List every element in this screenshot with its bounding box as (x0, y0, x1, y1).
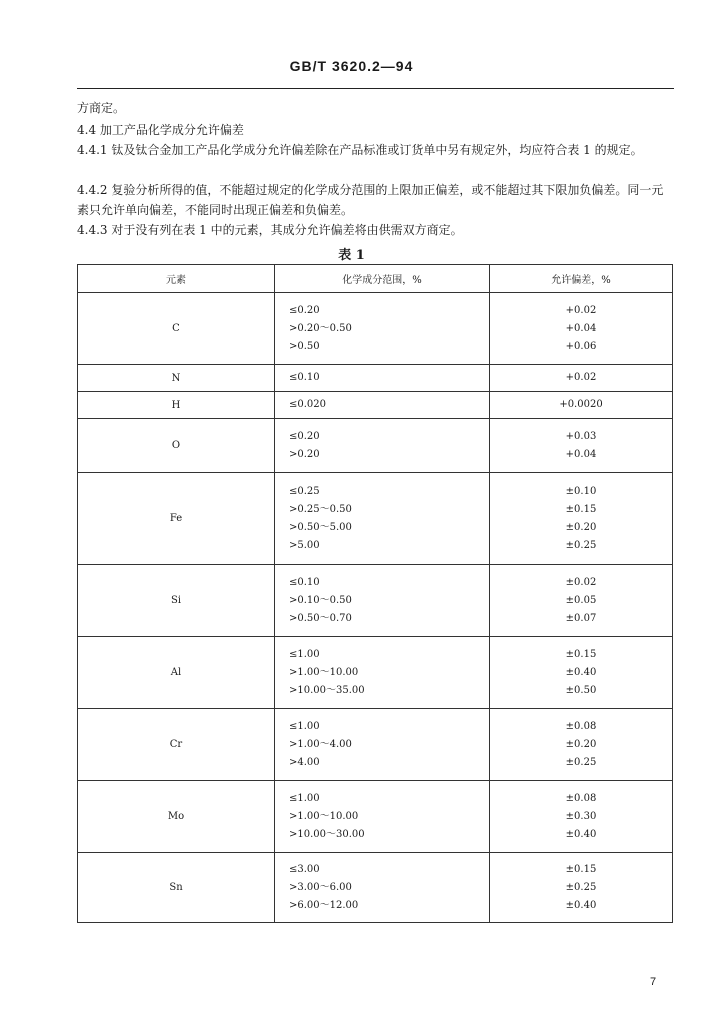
table-header-row (78, 265, 673, 293)
paragraph-continuation: 方商定。 (77, 101, 126, 115)
range-value: >10.00～35.00 (289, 684, 365, 696)
range-cell (275, 392, 490, 419)
range-value: ≤0.10 (289, 576, 320, 588)
range-value: ≤0.10 (289, 372, 320, 383)
section-heading-4-4: 4.4 加工产品化学成分允许偏差 (77, 123, 244, 137)
element-cell: Al (78, 637, 275, 709)
range-value: ≤1.00 (289, 792, 320, 804)
range-cell (275, 565, 490, 637)
element-cell: N (78, 365, 275, 392)
tolerance-value: +0.04 (565, 448, 597, 460)
range-value: ≤0.20 (289, 304, 320, 316)
element-cell: Si (78, 565, 275, 637)
tolerance-value: +0.03 (565, 430, 597, 442)
tolerance-value: ±0.08 (565, 792, 597, 804)
header-range: 化学成分范围，% (275, 265, 490, 293)
tolerance-value: ±0.40 (565, 899, 597, 911)
element-cell: Cr (78, 709, 275, 781)
table-row (78, 293, 673, 365)
element-cell: Fe (78, 473, 275, 565)
element-cell: Sn (78, 853, 275, 923)
header-divider (77, 88, 674, 89)
tolerance-value: +0.0020 (559, 399, 603, 410)
range-value: ≤1.00 (289, 648, 320, 660)
tolerance-value: ±0.02 (565, 576, 597, 588)
paragraph-4-4-3: 4.4.3 对于没有列在表 1 中的元素，其成分允许偏差将由供需双方商定。 (77, 223, 463, 237)
tolerance-value: ±0.40 (565, 666, 597, 678)
table-row (78, 365, 673, 392)
tolerance-cell (490, 637, 673, 709)
tolerance-value: ±0.25 (565, 881, 597, 893)
tolerance-value: ±0.15 (565, 648, 597, 660)
range-value: >3.00～6.00 (289, 881, 352, 893)
table-title: 表 1 (338, 248, 365, 263)
tolerance-cell (490, 419, 673, 473)
range-cell (275, 637, 490, 709)
paragraph-4-4-1: 4.4.1 钛及钛合金加工产品化学成分允许偏差除在产品标准或订货单中另有规定外，均应符合表 1 的规定。 (77, 143, 643, 157)
range-value: ≤0.25 (289, 485, 320, 497)
paragraph-4-4-2: 4.4.2 复验分析所得的值，不能超过规定的化学成分范围的上限加正偏差，或不能超过其下限加负偏差。同一元素只允许单向偏差，不能同时出现正偏差和负偏差。 (77, 183, 664, 217)
tolerance-table (77, 264, 673, 923)
range-value: >1.00～10.00 (289, 810, 359, 822)
tolerance-value: ±0.40 (565, 828, 597, 840)
range-cell (275, 853, 490, 923)
tolerance-value: ±0.08 (565, 720, 597, 732)
range-value: >1.00～10.00 (289, 666, 359, 678)
tolerance-value: +0.02 (565, 304, 597, 316)
range-cell (275, 293, 490, 365)
range-value: >6.00～12.00 (289, 899, 359, 911)
range-value: >0.50～5.00 (289, 521, 352, 533)
tolerance-value: ±0.20 (565, 738, 597, 750)
range-cell (275, 365, 490, 392)
range-value: >4.00 (289, 756, 320, 768)
tolerance-value: ±0.07 (565, 612, 597, 624)
table-row (78, 709, 673, 781)
header-element: 元素 (78, 265, 275, 293)
tolerance-cell (490, 392, 673, 419)
tolerance-cell (490, 709, 673, 781)
element-cell: C (78, 293, 275, 365)
range-value: ≤1.00 (289, 720, 320, 732)
range-cell (275, 419, 490, 473)
tolerance-value: +0.04 (565, 322, 597, 334)
tolerance-cell (490, 853, 673, 923)
page-number: 7 (650, 976, 657, 988)
table-row (78, 853, 673, 923)
tolerance-value: ±0.25 (565, 756, 597, 768)
table-row (78, 565, 673, 637)
table-row (78, 473, 673, 565)
table-row (78, 392, 673, 419)
table-row (78, 781, 673, 853)
table-row (78, 419, 673, 473)
tolerance-cell (490, 365, 673, 392)
tolerance-cell (490, 293, 673, 365)
range-value: >0.50 (289, 340, 320, 352)
range-value: ≤0.020 (289, 399, 327, 410)
table-body (78, 293, 673, 923)
tolerance-value: ±0.25 (565, 539, 597, 551)
range-value: >0.20～0.50 (289, 322, 352, 334)
range-value: ≤3.00 (289, 863, 320, 875)
table-row (78, 637, 673, 709)
range-value: >0.10～0.50 (289, 594, 352, 606)
element-cell: O (78, 419, 275, 473)
range-value: ≤0.20 (289, 430, 320, 442)
tolerance-value: ±0.50 (565, 684, 597, 696)
range-value: >1.00～4.00 (289, 738, 352, 750)
tolerance-value: ±0.10 (565, 485, 597, 497)
element-cell: H (78, 392, 275, 419)
tolerance-value: ±0.15 (565, 863, 597, 875)
range-value: >0.25～0.50 (289, 503, 352, 515)
document-header: GB/T 3620.2—94 (289, 58, 414, 74)
range-cell (275, 781, 490, 853)
tolerance-cell (490, 565, 673, 637)
tolerance-value: ±0.30 (565, 810, 597, 822)
element-cell: Mo (78, 781, 275, 853)
tolerance-cell (490, 473, 673, 565)
range-cell (275, 709, 490, 781)
tolerance-value: ±0.20 (565, 521, 597, 533)
range-value: >0.20 (289, 448, 320, 460)
range-cell (275, 473, 490, 565)
range-value: >0.50～0.70 (289, 612, 352, 624)
range-value: >5.00 (289, 539, 320, 551)
tolerance-value: ±0.15 (565, 503, 597, 515)
tolerance-value: +0.02 (565, 372, 597, 383)
range-value: >10.00～30.00 (289, 828, 365, 840)
tolerance-cell (490, 781, 673, 853)
tolerance-value: ±0.05 (565, 594, 597, 606)
tolerance-value: +0.06 (565, 340, 597, 352)
header-tolerance: 允许偏差，% (490, 265, 673, 293)
